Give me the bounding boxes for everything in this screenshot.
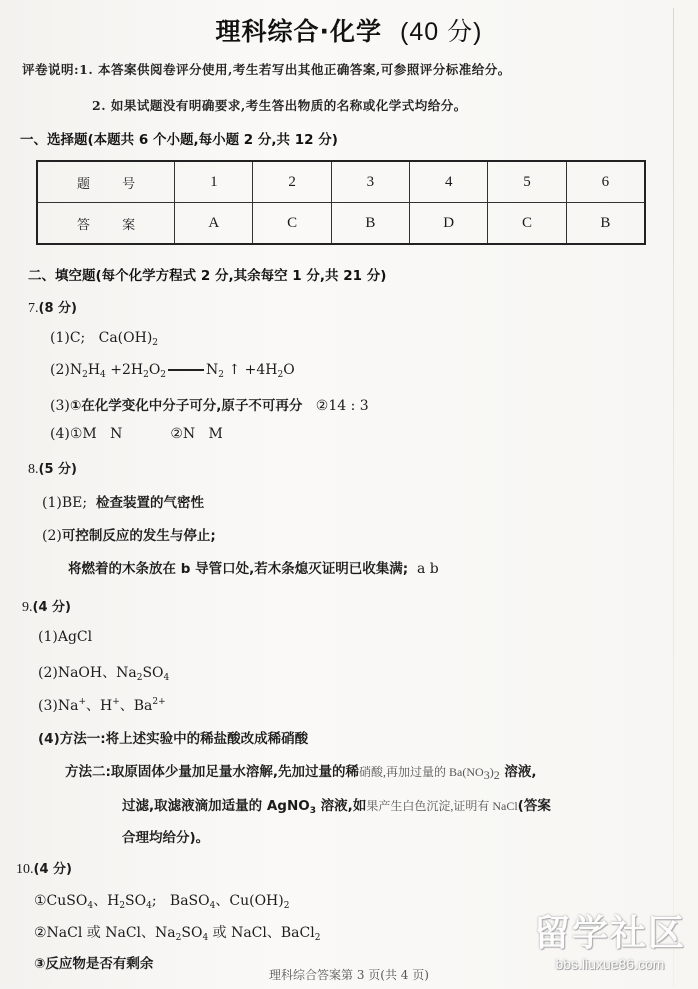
grading-note-1 — [22, 60, 511, 78]
q10-p1-text: 、Cu(OH) — [215, 893, 284, 909]
q10-part-3: ③反应物是否有剩余 — [34, 956, 154, 972]
question-8-label: 8. — [28, 462, 39, 477]
question-number-cell: 4 — [410, 161, 488, 203]
eq-text: O — [283, 362, 295, 378]
subscript: 2 — [82, 370, 88, 380]
grading-note-label: 评卷说明: — [22, 62, 80, 77]
multiple-choice-answer-table — [36, 160, 646, 245]
q8-p2-answer-1: 可控制反应的发生与停止; — [61, 528, 216, 544]
subscript: 4 — [209, 901, 216, 911]
q7-part-2-equation — [50, 362, 295, 378]
question-number-cell: 1 — [175, 161, 253, 203]
question-8-header — [28, 458, 77, 478]
q7-p3-answer-1: ①在化学变化中分子可分,原子不可再分 — [69, 398, 303, 414]
q9-p3-text: 、Ba — [119, 698, 153, 714]
table-row-answers — [37, 203, 645, 245]
method-2-text: 方法二:取原固体少量加足量水溶解,先加过量的稀 — [65, 764, 360, 780]
method-2-text: 过滤,取滤液滴加适量的 AgNO — [122, 798, 310, 814]
grading-note-1-text: 1. 本答案供阅卷评分使用,考生若写出其他正确答案,可参照评分标准给分。 — [79, 62, 511, 77]
superscript: 2+ — [152, 697, 166, 707]
section-2-title: 二、填空题(每个化学方程式 2 分,其余每空 1 分,共 21 分) — [28, 268, 387, 284]
subscript: 2 — [493, 768, 500, 782]
q7-part-3 — [50, 394, 369, 414]
q9-p2-text: (2)NaOH、Na — [38, 665, 137, 681]
method-2-text: 溶液, — [499, 764, 537, 780]
q9-part-2 — [38, 662, 169, 682]
question-10-header — [16, 858, 72, 878]
q7-p3-prefix: (3) — [50, 398, 70, 414]
question-number-cell: 5 — [488, 161, 566, 203]
answer-cell: D — [410, 203, 488, 245]
subscript: 2 — [283, 901, 290, 911]
q7-p3-answer-2: ②14 : 3 — [315, 398, 369, 414]
q8-p2-answer-3: a b — [417, 561, 439, 577]
method-2-text-light: 硝酸,再加过量的 Ba(NO — [359, 765, 484, 779]
method-2-text-light: ) — [489, 765, 494, 779]
q10-part-1 — [34, 890, 289, 910]
subscript: 4 — [146, 901, 152, 911]
q10-p2-text: 或 NaCl、BaCl — [208, 925, 315, 941]
q8-part-2-line-2 — [68, 557, 439, 577]
q8-p1-answer: 检查装置的气密性 — [95, 495, 204, 511]
q8-p1-prefix: (1)BE; — [42, 495, 88, 511]
method-2-text: 溶液,如 — [315, 798, 367, 814]
answer-cell: C — [488, 203, 566, 245]
question-10-label: 10. — [16, 862, 34, 877]
q9-part-4-method-2-line-2 — [122, 794, 551, 814]
q8-part-2-line-1 — [42, 524, 216, 544]
subscript: 3 — [483, 768, 490, 782]
method-2-text-light: 果产生白色沉淀,证明有 NaCl — [366, 799, 518, 813]
eq-text: N — [206, 362, 219, 378]
subscript: 2 — [175, 933, 182, 943]
q10-p1-text: 、H — [93, 893, 120, 909]
title-text: 理科综合·化学 — [215, 17, 383, 46]
question-7-points: (8 分) — [38, 301, 77, 316]
question-9-points: (4 分) — [32, 600, 71, 615]
title-score: (40 分) — [400, 18, 483, 46]
subscript: 3 — [309, 806, 316, 816]
subscript: 4 — [87, 901, 94, 911]
answer-cell: A — [175, 203, 253, 245]
row-label-answer: 答 案 — [37, 203, 175, 245]
q10-p1-text: ①CuSO — [34, 893, 88, 909]
q9-part-4-method-2-line-1 — [65, 760, 537, 780]
q8-p2-prefix: (2) — [42, 528, 62, 544]
q10-p1-text: SO — [125, 893, 147, 909]
question-7-header — [28, 297, 77, 317]
table-row-question-numbers — [37, 161, 645, 203]
eq-text: H — [87, 362, 101, 378]
page-footer: 理科综合答案第 3 页(共 4 页) — [269, 968, 429, 982]
page-fold-line — [673, 8, 674, 988]
answer-cell: C — [253, 203, 331, 245]
question-9-label: 9. — [22, 600, 33, 615]
subscript: 4 — [163, 673, 170, 683]
question-number-cell: 2 — [253, 161, 331, 203]
watermark-url: bbs.liuxue86.com — [555, 956, 665, 972]
question-9-header — [22, 596, 71, 616]
q9-p3-text: (3)Na — [38, 698, 79, 714]
subscript: 2 — [143, 370, 149, 380]
row-label-question-number: 题 号 — [37, 161, 175, 203]
q7-p4-prefix: (4) — [50, 426, 70, 442]
subscript: 2 — [152, 338, 159, 348]
q9-part-1: (1)AgCl — [38, 629, 93, 645]
subscript: 2 — [314, 933, 321, 943]
watermark-logo — [530, 912, 690, 984]
eq-text: +2H — [105, 362, 144, 378]
q7-p1-prefix: (1)C; — [50, 330, 86, 346]
q9-part-3 — [38, 695, 166, 715]
answer-cell: B — [331, 203, 409, 245]
q7-p2-prefix: (2) — [50, 362, 70, 378]
subscript: 2 — [136, 673, 143, 683]
q10-p2-text: SO — [181, 925, 203, 941]
eq-text: ↑ +4H — [224, 362, 278, 378]
question-8-points: (5 分) — [38, 462, 77, 477]
q7-part-1 — [50, 330, 158, 346]
q7-p4-answer-2: ②N M — [170, 426, 223, 442]
q10-part-2 — [34, 922, 320, 942]
question-7-label: 7. — [28, 301, 39, 316]
q10-p1-text: ; BaSO — [151, 893, 210, 909]
q9-part-4-method-2-line-3: 合理均给分)。 — [122, 830, 210, 846]
subscript: 4 — [100, 370, 106, 380]
subscript: 2 — [218, 370, 225, 380]
question-number-cell: 3 — [331, 161, 409, 203]
question-10-points: (4 分) — [33, 862, 72, 877]
subscript: 2 — [119, 901, 126, 911]
superscript: + — [112, 697, 120, 707]
section-1-title: 一、选择题(本题共 6 个小题,每小题 2 分,共 12 分) — [20, 132, 338, 148]
q7-p1-answer: Ca(OH) — [98, 330, 153, 346]
q9-p2-text: SO — [142, 665, 164, 681]
question-number-cell: 6 — [566, 161, 645, 203]
eq-text: N — [69, 362, 83, 378]
eq-text: O — [148, 362, 161, 378]
superscript: + — [78, 697, 86, 707]
q10-p2-text: ②NaCl 或 NaCl、Na — [34, 925, 176, 941]
equals-sign-icon — [168, 369, 204, 371]
q8-p2-answer-2: 将燃着的木条放在 b 导管口处,若木条熄灭证明已收集满; — [68, 561, 409, 577]
watermark-brand: 留学社区 — [533, 913, 686, 954]
subscript: 2 — [160, 370, 167, 380]
grading-note-2: 2. 如果试题没有明确要求,考生答出物质的名称或化学式均给分。 — [92, 98, 467, 113]
page-title — [0, 12, 698, 48]
q9-part-4-method-1: (4)方法一:将上述实验中的稀盐酸改成稀硝酸 — [38, 731, 309, 747]
method-2-text: (答案 — [517, 798, 551, 814]
q9-p3-text: 、H — [85, 698, 113, 714]
subscript: 4 — [202, 933, 209, 943]
subscript: 2 — [277, 370, 284, 380]
q8-part-1 — [42, 491, 204, 511]
q7-p4-answer-1: ①M N — [69, 426, 123, 442]
q7-part-4 — [50, 426, 223, 442]
answer-cell: B — [566, 203, 645, 245]
